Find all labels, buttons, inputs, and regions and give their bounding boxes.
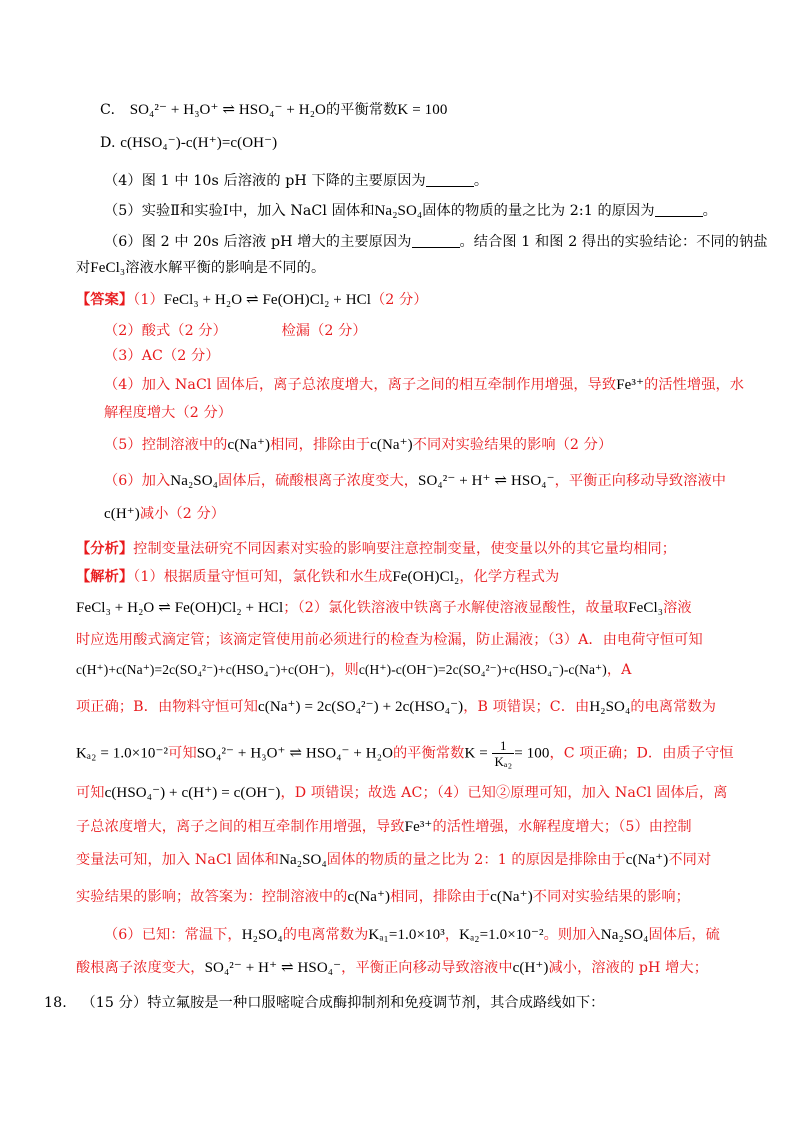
explanation-6 (76, 738, 734, 769)
answer-text: ，平衡正向移动导致溶液中 (554, 473, 727, 489)
formula: c(H⁺) (512, 960, 549, 976)
question-text: （5）实验Ⅱ和实验Ⅰ中，加入 NaCl 固体和 (104, 203, 375, 219)
question-text: （6）图 2 中 20s 后溶液 pH 增大的主要原因为 (104, 234, 412, 250)
explanation-text: 的电离常数为 (282, 927, 369, 943)
explanation-9 (76, 850, 711, 870)
equation: c(H⁺)+c(Na⁺)=2c(SO₄²⁻)+c(HSO₄⁻)+c(OH⁻) (76, 662, 331, 677)
explanation-text: ，A (606, 662, 632, 678)
answer-text: （3）AC（2 分） (104, 348, 220, 364)
answer-blank (655, 202, 703, 217)
explanation-text: 子总浓度增大，离子之间的相互牵制作用增强，导致 (76, 819, 405, 835)
explanation-3 (76, 630, 703, 650)
explanation-text: 固体后，硫 (648, 927, 720, 943)
answer-2 (104, 321, 367, 341)
option-text: 的平衡常数 (325, 102, 398, 118)
formula: c(Na⁺) (347, 889, 391, 905)
explanation-text: ，B 项错误；C．由 (463, 699, 590, 715)
score: （2 分） (371, 292, 428, 308)
answer-4-cont (104, 403, 232, 423)
formula: = 100 (514, 745, 550, 762)
question-text: 。结合图 1 和图 2 得出的实验结论：不同的钠盐 (459, 234, 768, 250)
explanation-text: 的电离常数为 (630, 699, 717, 715)
formula: H₂SO₄ (241, 927, 283, 943)
explanation-text: 不同对实验结果的影响； (532, 889, 690, 905)
explanation-10 (76, 887, 690, 907)
answer-text: 相同，排除由于 (270, 437, 371, 453)
answer-4 (104, 375, 744, 395)
formula: FeCl₃ (628, 600, 664, 616)
question-text: （15 分）特立氟胺是一种口服嘧啶合成酶抑制剂和免疫调节剂，其合成路线如下： (81, 995, 605, 1011)
formula: FeCl₃ (90, 260, 126, 276)
answer-text: （4）加入 NaCl 固体后，离子总浓度增大，离子之间的相互牵制作用增强，导致 (104, 377, 617, 393)
answer-text: 不同对实验结果的影响（2 分） (412, 437, 613, 453)
answer-6 (104, 471, 726, 491)
answer-text: 解程度增大（2 分） (104, 405, 233, 421)
explanation-4 (76, 660, 632, 680)
answer-blank (412, 233, 460, 248)
equation: SO₄²⁻ + H₃O⁺ ⇌ HSO₄⁻ + H₂O (196, 745, 394, 762)
question-6-cont (76, 258, 325, 278)
formula: Fe(OH)Cl₂ (392, 569, 460, 585)
answer-text: （1） (133, 292, 164, 308)
formula: Na₂SO₄ (600, 927, 649, 943)
question-text: 固体的物质的量之比为 2:1 的原因为 (422, 203, 655, 219)
explanation-text: 时应选用酸式滴定管；该滴定管使用前必须进行的检查为检漏，防止漏液；（3）A．由电荷守恒可知 (76, 632, 703, 648)
answer-5 (104, 435, 612, 455)
analysis-tag: 【分析】 (76, 541, 134, 557)
explanation-5 (76, 697, 716, 717)
explanation-text: （6）已知：常温下， (104, 927, 242, 943)
equation: c(H⁺)-c(OH⁻)=2c(SO₄²⁻)+c(HSO₄⁻)-c(Na⁺) (358, 662, 607, 677)
formula: c(H⁺) (104, 506, 140, 522)
option-c (100, 100, 447, 120)
explanation-text: （1）根据质量守恒可知，氯化铁和水生成 (133, 569, 393, 585)
formula: Na₂SO₄ (374, 203, 423, 219)
formula: c(Na⁺) (227, 437, 271, 453)
equation: c(Na⁺) = 2c(SO₄²⁻) + 2c(HSO₄⁻) (257, 699, 464, 715)
explanation-tag: 【解析】 (76, 569, 134, 585)
explanation-text: 的活性增强，水解程度增大；（5）由控制 (432, 819, 692, 835)
equation: c(HSO₄⁻) + c(H⁺) = c(OH⁻) (104, 785, 281, 801)
question-4 (104, 171, 488, 191)
answer-text: 的活性增强，水 (644, 377, 745, 393)
explanation-text: ，平衡正向移动导致溶液中 (341, 960, 513, 976)
explanation-7 (76, 783, 728, 803)
explanation-text: 相同，排除由于 (390, 889, 491, 905)
formula: Kₐ₂=1.0×10⁻² (459, 927, 544, 943)
equation: FeCl₃ + H₂O ⇌ Fe(OH)Cl₂ + HCl (163, 292, 372, 308)
explanation-text: 减小，溶液的 pH 增大； (548, 960, 708, 976)
explanation-text: ，D 项错误；故选 AC；（4）已知②原理可知，加入 NaCl 固体后，离 (280, 785, 728, 801)
analysis (76, 539, 676, 559)
formula: c(Na⁺) (625, 852, 669, 868)
explanation-1 (76, 567, 559, 587)
question-18 (44, 993, 604, 1013)
question-number: 18. (44, 995, 67, 1011)
explanation-text: 酸根离子浓度变大， (76, 960, 205, 976)
fraction-denominator: Kₐ₂ (494, 754, 513, 769)
question-6 (104, 232, 768, 252)
explanation-text: ，化学方程式为 (459, 569, 560, 585)
explanation-text: 可知 (76, 785, 105, 801)
punctuation: 。 (473, 173, 489, 189)
question-text: 对 (76, 260, 91, 276)
answer-text: （2）酸式（2 分） (104, 323, 227, 339)
explanation-text: 可知 (168, 745, 197, 762)
explanation-text: 变量法可知，加入 NaCl 固体和 (76, 852, 280, 868)
answer-blank (426, 172, 474, 187)
analysis-text: 控制变量法研究不同因素对实验的影响要注意控制变量，使变量以外的其它量均相同； (133, 541, 677, 557)
explanation-text: 固体的物质的量之比为 2：1 的原因是排除由于 (326, 852, 626, 868)
explanation-text: ，则 (330, 662, 359, 678)
fraction (492, 738, 514, 769)
question-text: 溶液水解平衡的影响是不同的。 (125, 260, 326, 276)
answer-text: 减小（2 分） (139, 506, 226, 522)
punctuation: ， (444, 927, 460, 943)
answer-6-cont (104, 504, 225, 524)
equation: SO₄²⁻ + H⁺ ⇌ HSO₄⁻ (204, 960, 342, 976)
explanation-2 (76, 598, 692, 618)
formula: c(Na⁺) (490, 889, 533, 905)
answer-text: （5）控制溶液中的 (104, 437, 228, 453)
formula: c(Na⁺) (370, 437, 413, 453)
explanation-11 (104, 925, 720, 945)
explanation-12 (76, 958, 708, 978)
answer-3 (104, 346, 220, 366)
option-label: D. (100, 135, 116, 151)
answer-text: 固体后，硫酸根离子浓度变大， (218, 473, 419, 489)
equation: SO₄²⁻ + H⁺ ⇌ HSO₄⁻ (418, 473, 555, 489)
equation: c(HSO₄⁻)-c(H⁺)=c(OH⁻) (120, 135, 278, 151)
answer-tag: 【答案】 (76, 292, 134, 308)
fraction-numerator: 1 (492, 738, 514, 754)
question-5 (104, 201, 717, 221)
explanation-text: 实验结果的影响；故答案为：控制溶液中的 (76, 889, 348, 905)
answer-1 (76, 290, 428, 310)
answer-text: （6）加入 (104, 473, 171, 489)
option-d (100, 133, 277, 153)
explanation-text: ；（2）氯化铁溶液中铁离子水解使溶液显酸性，故量取 (283, 600, 629, 616)
formula: K = (464, 745, 488, 762)
formula: Na₂SO₄ (279, 852, 327, 868)
explanation-text: ，C 项正确；D．由质子守恒 (549, 745, 734, 762)
formula: H₂SO₄ (589, 699, 631, 715)
explanation-text: 的平衡常数 (393, 745, 465, 762)
explanation-8 (76, 817, 692, 837)
explanation-text: 溶液 (663, 600, 692, 616)
formula: Fe³⁺ (404, 819, 433, 835)
answer-text: 检漏（2 分） (281, 323, 367, 339)
option-label: C. (100, 102, 116, 118)
formula: Fe³⁺ (616, 377, 645, 393)
punctuation: 。 (702, 203, 717, 219)
formula: Na₂SO₄ (170, 473, 219, 489)
explanation-text: 项正确；B．由物料守恒可知 (76, 699, 258, 715)
explanation-text: 不同对 (668, 852, 712, 868)
equation: FeCl₃ + H₂O ⇌ Fe(OH)Cl₂ + HCl (76, 600, 284, 616)
question-text: （4）图 1 中 10s 后溶液的 pH 下降的主要原因为 (104, 173, 426, 189)
formula: Kₐ₁=1.0×10³ (368, 927, 445, 943)
equation: SO₄²⁻ + H₃O⁺ ⇌ HSO₄⁻ + H₂O (129, 102, 326, 118)
explanation-text: 。则加入 (543, 927, 601, 943)
formula: Kₐ₂ = 1.0×10⁻² (76, 745, 169, 762)
equation: K = 100 (397, 102, 448, 118)
